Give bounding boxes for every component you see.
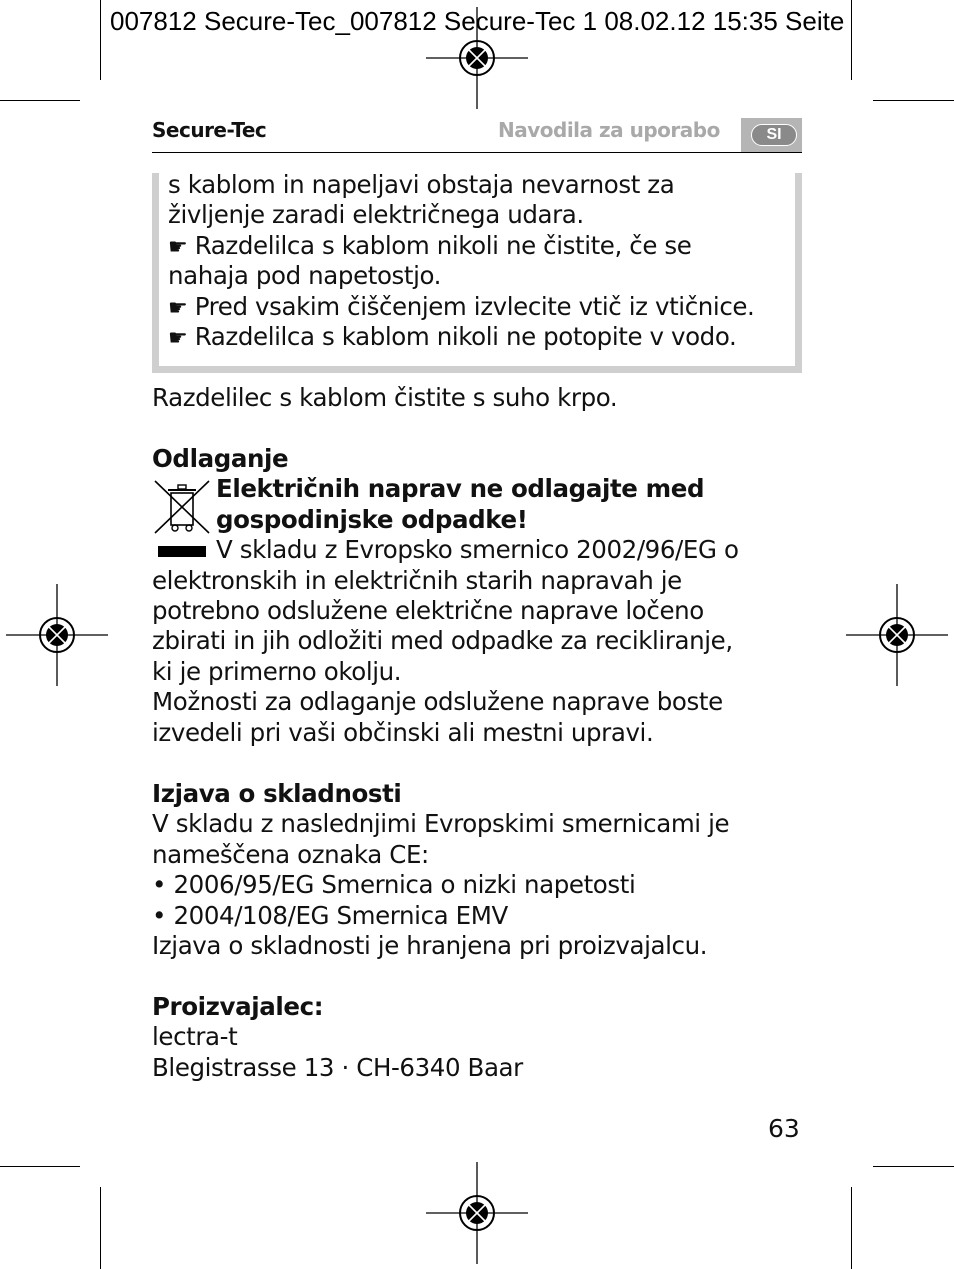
conformity-line: Izjava o skladnosti je hranjena pri proizvajalcu. [152, 930, 708, 960]
warning-text [168, 170, 754, 352]
warning-bullet: ☛ Razdelilca s kablom nikoli ne čistite, če se [168, 230, 692, 260]
conformity-heading: Izjava o skladnosti [152, 779, 402, 808]
warning-line: življenje zaradi električnega udara. [168, 200, 584, 230]
registration-crosshair-icon [426, 1162, 528, 1264]
disposal-subheading: Električnih naprav ne odlagajte med [216, 474, 705, 504]
warning-bullet-cont: nahaja pod napetostjo. [168, 261, 442, 291]
warning-bullet: ☛ Pred vsakim čiščenjem izvlecite vtič iz vtičnice. [168, 291, 755, 321]
header-rule [152, 152, 802, 153]
disposal-body-line: Možnosti za odlaganje odslužene naprave boste [152, 687, 723, 717]
pointing-hand-icon: ☛ [168, 325, 188, 351]
warning-line: s kablom in napeljavi obstaja nevarnost za [168, 170, 675, 199]
separate-collection-bar [158, 546, 206, 557]
disposal-body-line: ki je primerno okolju. [152, 656, 402, 686]
language-tab [741, 118, 802, 152]
crop-mark [873, 100, 954, 101]
crop-mark [851, 0, 852, 80]
registration-crosshair-icon [426, 7, 528, 109]
pointing-hand-icon: ☛ [168, 234, 188, 260]
header-brand: Secure-Tec [152, 118, 267, 142]
disposal-body-line: zbirati in jih odložiti med odpadke za recikliranje, [152, 626, 733, 656]
disposal-body-line: elektronskih in električnih starih napravah je [152, 565, 682, 595]
crop-mark [0, 100, 80, 101]
crop-mark [0, 1166, 80, 1167]
crop-mark [873, 1166, 954, 1167]
disposal-body-line: V skladu z Evropsko smernico 2002/96/EG o [216, 535, 739, 565]
manufacturer-heading: Proizvajalec: [152, 992, 324, 1021]
disposal-body-line: izvedeli pri vaši občinski ali mestni upravi. [152, 717, 654, 747]
page-number: 63 [768, 1114, 800, 1143]
disposal-section [152, 444, 739, 748]
disposal-heading: Odlaganje [152, 444, 289, 473]
registration-crosshair-icon [846, 584, 948, 686]
crop-mark [100, 1187, 101, 1269]
conformity-section [152, 779, 729, 961]
language-badge: SI [751, 124, 797, 146]
warning-bullet: ☛ Razdelilca s kablom nikoli ne potopite v vodo. [168, 321, 737, 351]
manufacturer-line: lectra-t [152, 1022, 238, 1052]
print-slug-line: 007812 Secure-Tec_007812 Secure-Tec 1 08.02.12 15:35 Seite [110, 6, 845, 36]
crop-mark [851, 1187, 852, 1269]
conformity-line: • 2004/108/EG Smernica EMV [152, 900, 508, 930]
conformity-line: V skladu z naslednjimi Evropskimi smernicami je [152, 809, 730, 839]
manufacturer-line: Blegistrasse 13 · CH-6340 Baar [152, 1052, 523, 1082]
conformity-line: • 2006/95/EG Smernica o nizki napetosti [152, 870, 636, 900]
pointing-hand-icon: ☛ [168, 295, 188, 321]
crossed-out-wheelie-bin-icon [153, 479, 211, 535]
crop-mark [100, 0, 101, 80]
registration-crosshair-icon [6, 584, 108, 686]
header-doc-title: Navodila za uporabo [498, 118, 720, 142]
cleaning-paragraph: Razdelilec s kablom čistite s suho krpo. [152, 383, 618, 412]
disposal-subheading: gospodinjske odpadke! [216, 504, 528, 534]
disposal-body-line: potrebno odslužene električne naprave ločeno [152, 595, 704, 625]
manufacturer-section [152, 992, 523, 1083]
conformity-line: nameščena oznaka CE: [152, 839, 429, 869]
